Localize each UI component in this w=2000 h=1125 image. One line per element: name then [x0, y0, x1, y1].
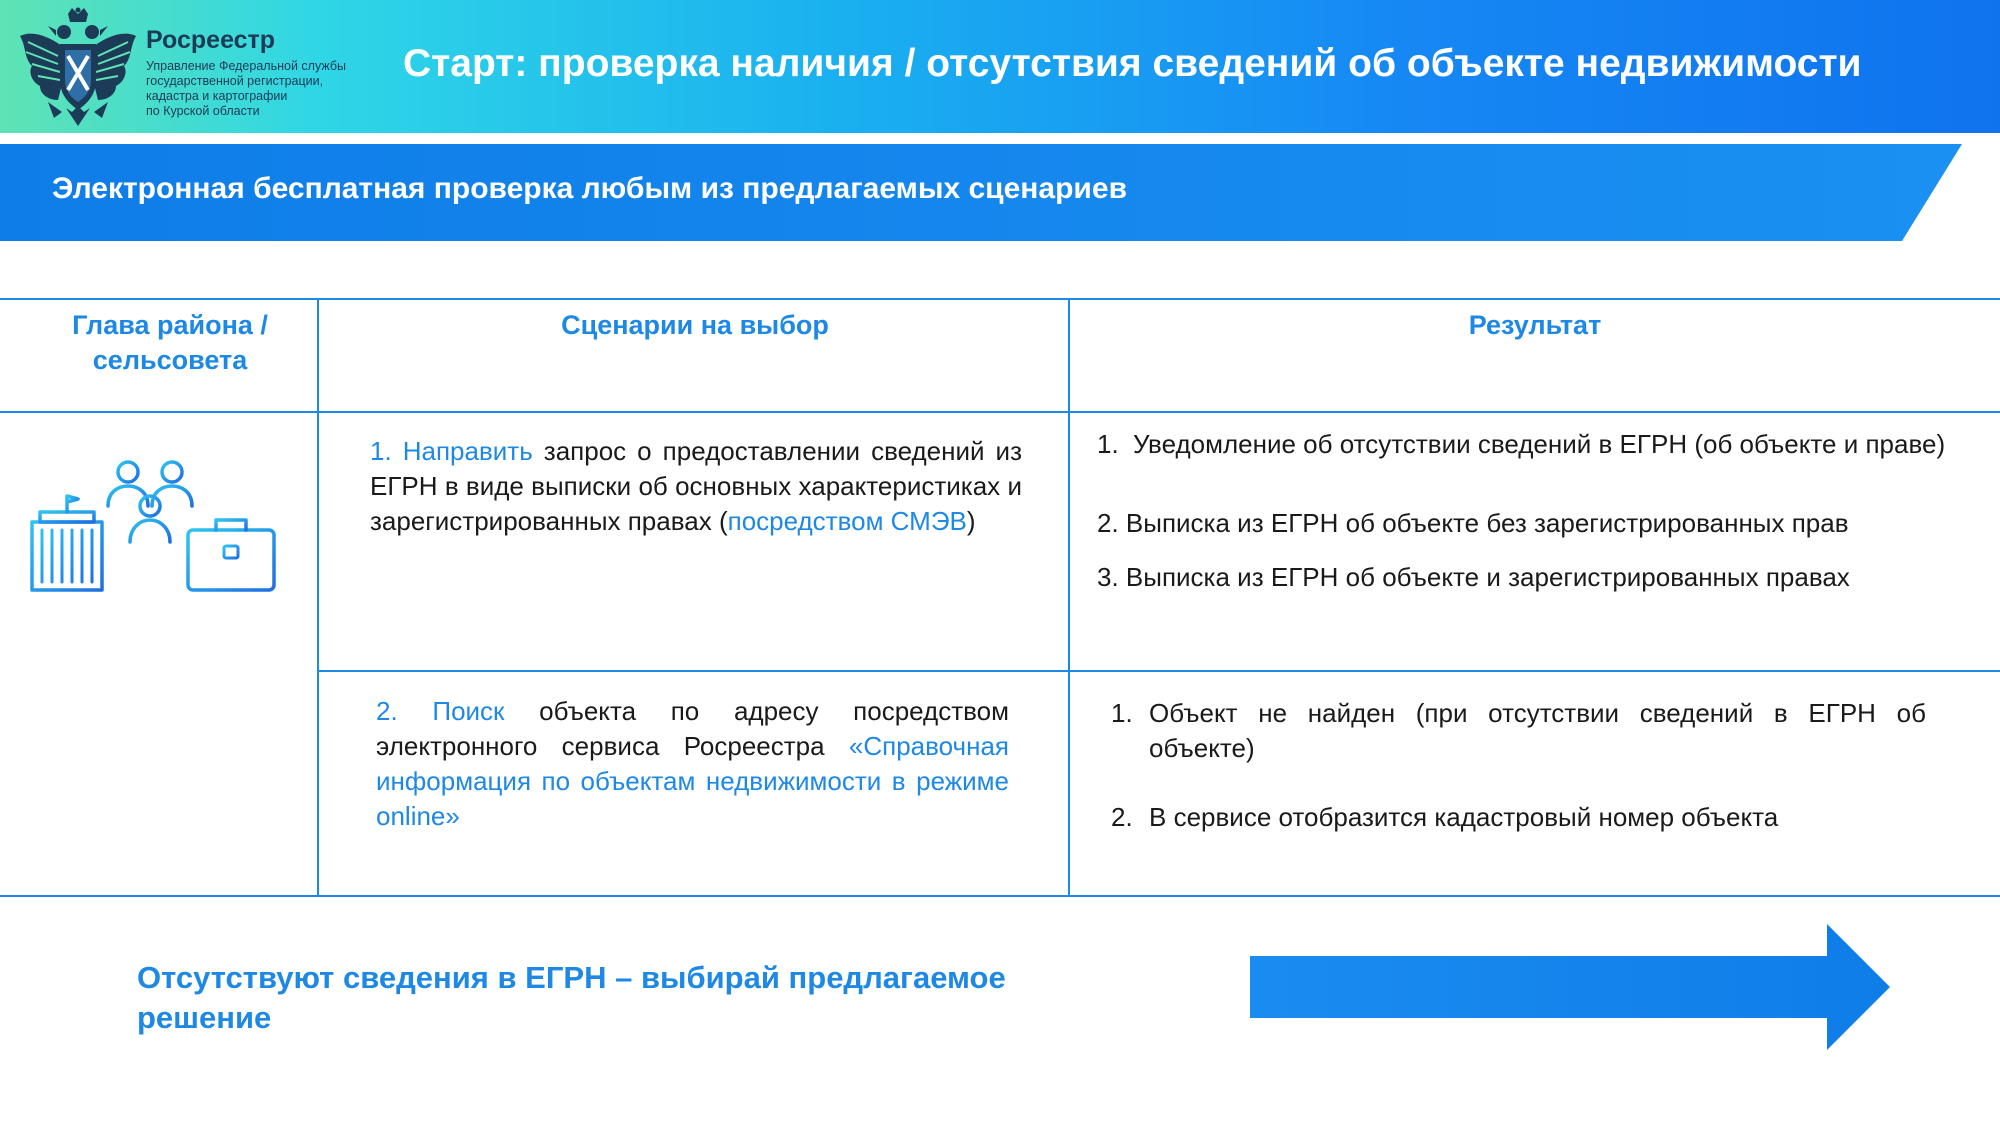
column-header-line: сельсовета	[92, 345, 248, 375]
scenario-2-link[interactable]: «Справочная информация по объектам недвижимости в режиме online»	[376, 731, 1009, 831]
scenario-1-text: запрос о предоставлении сведений из ЕГРН в виде выписки об основных характеристиках и зарегистрированных правах	[370, 436, 1022, 536]
result-1-item	[1097, 509, 1997, 538]
government-building-icon	[30, 496, 104, 590]
table-divider-2	[1068, 298, 1070, 897]
result-2-item-number: 1.	[1111, 698, 1133, 728]
scenario-2-text: объекта по адресу посредством электронного сервиса Росреестра	[376, 696, 1009, 761]
right-arrow-icon	[1250, 924, 1890, 1050]
result-2-item-text: В сервисе отобразится кадастровый номер объекта	[1149, 802, 1779, 832]
footer-line: решение	[137, 1000, 272, 1035]
scenario-1-number: 1.	[370, 436, 392, 466]
result-1-item-number: 1.	[1097, 429, 1119, 459]
scenario-1-verb: Направить	[402, 436, 533, 466]
result-1-item-text: Выписка из ЕГРН об объекте и зарегистрированных правах	[1125, 562, 1850, 592]
brand-subtitle-line: Управление Федеральной службы	[146, 59, 346, 73]
header-bar	[0, 0, 2000, 133]
brand-name: Росреестр	[146, 26, 276, 54]
brand-subtitle-line: государственной регистрации,	[146, 74, 324, 88]
result-1-item-number: 2.	[1097, 508, 1119, 538]
scenario-1-link[interactable]: посредством СМЭВ	[727, 506, 967, 536]
section-banner	[0, 144, 1962, 241]
table-border-top	[0, 298, 2000, 300]
column-header-scenarios: Сценарии на выбор	[561, 310, 829, 340]
result-1-item-text: Уведомление об отсутствии сведений в ЕГРН (об объекте и праве)	[1133, 429, 1946, 459]
result-2-item	[1111, 696, 1926, 766]
table-divider-1	[317, 298, 319, 897]
banner-text: Электронная бесплатная проверка любым из предлагаемых сценариев	[52, 172, 1128, 205]
column-header-line: Глава района /	[72, 310, 268, 340]
result-2-item-text: Объект не найден (при отсутствии сведений в ЕГРН об объекте)	[1149, 698, 1926, 763]
result-1-item	[1097, 563, 1997, 592]
footer-line: Отсутствуют сведения в ЕГРН – выбирай предлагаемое	[137, 960, 1006, 995]
scenario-2-verb: Поиск	[432, 696, 505, 726]
column-header-result: Результат	[1468, 310, 1602, 340]
table-border-bottom	[0, 895, 2000, 897]
scenario-table	[0, 298, 2000, 898]
result-1-item	[1097, 430, 1967, 459]
table-border-middle	[318, 670, 2000, 672]
eagle-emblem-icon	[18, 6, 138, 130]
people-group-icon	[30, 458, 280, 593]
scenario-2-number: 2.	[376, 696, 398, 726]
scenario-1-close-paren: )	[966, 506, 976, 536]
scenario-1	[370, 434, 1022, 539]
briefcase-icon	[188, 520, 274, 590]
result-1-item-number: 3.	[1097, 562, 1119, 592]
brand-subtitle-line: по Курской области	[146, 104, 260, 118]
result-1-item-text: Выписка из ЕГРН об объекте без зарегистрированных прав	[1125, 508, 1849, 538]
brand-subtitle-line: кадастра и картографии	[146, 89, 288, 103]
footer-call-to-action	[137, 958, 1097, 1038]
table-border-header	[0, 411, 2000, 413]
result-2-item-number: 2.	[1111, 802, 1133, 832]
brand-subtitle	[146, 59, 396, 119]
column-header-head	[20, 308, 320, 378]
scenario-1-open-paren: (	[718, 506, 728, 536]
scenario-2	[376, 694, 1009, 834]
result-2-item	[1111, 800, 1971, 835]
page-title: Старт: проверка наличия / отсутствия сведений об объекте недвижимости	[403, 42, 1862, 85]
